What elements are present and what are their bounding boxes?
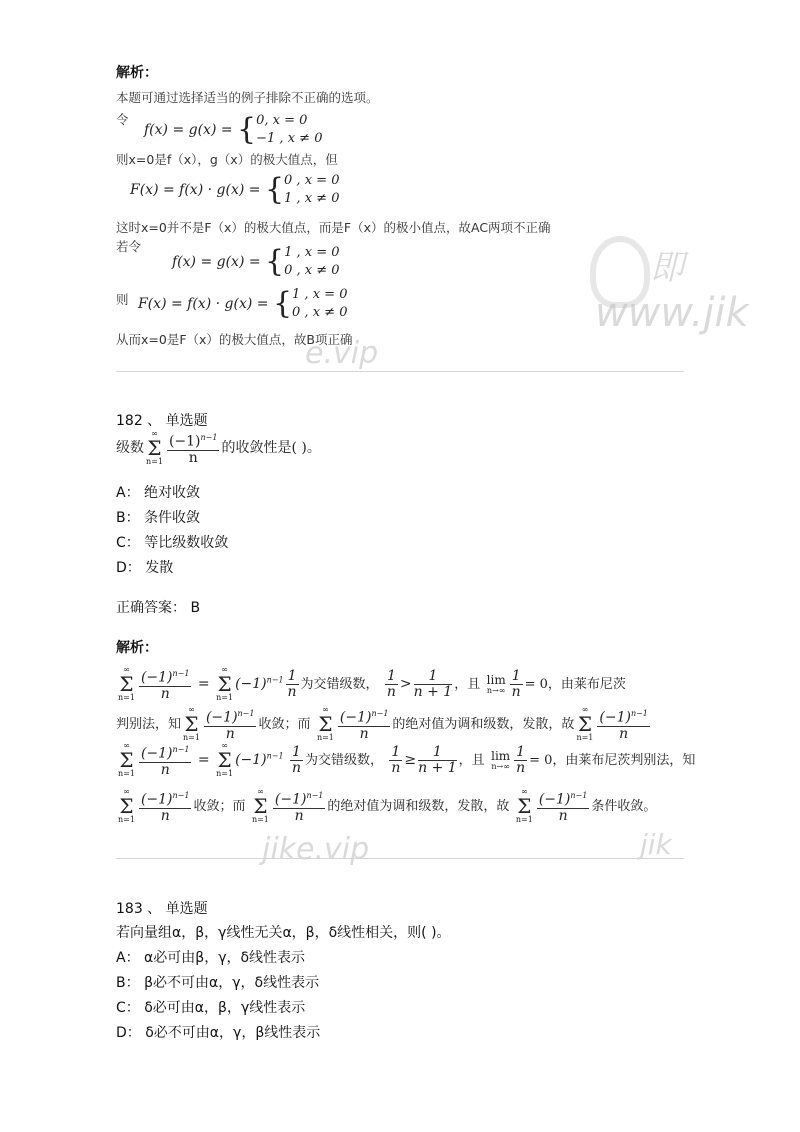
q183-option-a[interactable]: A： α必可由β，γ，δ线性表示 xyxy=(116,950,306,966)
q183-stem: 若向量组α，β，γ线性无关α，β，δ线性相关，则( )。 xyxy=(116,925,451,941)
analysis-intro: 本题可通过选择适当的例子排除不正确的选项。 xyxy=(116,90,379,105)
q182-analysis-line-3: ∞ Σ n=1 $\frac{(-1)^{n-1}}{n}$ = ∞ Σ n=1 $(-1)^{n-1}$ $\frac{1}{n}$ 为交错级数， $\frac{1}{n}$ ≥ $\frac{1}{n + 1}$ ，且 lim n→∞ $\frac{1}{n}$ = 0，由莱布尼茨判别法，知 xyxy=(118,741,696,778)
q182-header: 182 、 单选题 xyxy=(116,413,208,429)
q182-answer: 正确答案： B xyxy=(116,600,201,616)
watermark-url: www.jik xyxy=(595,290,749,336)
divider-2 xyxy=(116,858,684,859)
q182-analysis-line-2: 判别法，知 ∞ Σ n=1 $\frac{(-1)^{n-1}}{n}$ 收敛；而 ∞ Σ n=1 $\frac{(-1)^{n-1}}{n}$ 的绝对值为调和级数，发散，故 ∞ Σ n=1 $\frac{(-1)^{n-1}}{n}$ xyxy=(116,705,648,742)
q182-analysis-label: 解析： xyxy=(116,640,158,656)
watermark-vip: e.vip xyxy=(305,336,379,371)
conclusion-2: 从而x=0是F（x）的极大值点，故B项正确 xyxy=(116,332,353,347)
divider-1 xyxy=(116,371,684,372)
q182-analysis-line-4: ∞ Σ n=1 $\frac{(-1)^{n-1}}{n}$ 收敛；而 ∞ Σ n=1 $\frac{(-1)^{n-1}}{n}$ 的绝对值为调和级数，发散，故 ∞ Σ n=1 $\frac{(-1)^{n-1}}{n}$ 条件收敛。 xyxy=(118,787,657,824)
q183-option-b[interactable]: B： β必不可由α，γ，δ线性表示 xyxy=(116,975,320,991)
q183-header: 183 、 单选题 xyxy=(116,901,208,917)
then-line-1: 则x=0是f（x），g（x）的极大值点，但 xyxy=(116,152,338,167)
analysis-label: 解析： xyxy=(116,65,158,81)
ling-text: 令 xyxy=(116,112,129,127)
watermark-cn: 即 xyxy=(650,248,684,288)
q182-option-b[interactable]: B： 条件收敛 xyxy=(116,510,201,526)
q183-option-d[interactable]: D： δ必不可由α，γ，β线性表示 xyxy=(116,1025,321,1041)
piecewise-F-2: F(x) = f(x) · g(x) = { 1 , x = 0 0 , x ≠ 0 xyxy=(138,286,348,321)
watermark-right-fragment: jik xyxy=(640,828,672,861)
q182-analysis-line-1: ∞ Σ n=1 $\frac{(-1)^{n-1}}{n}$ = ∞ Σ n=1 $(-1)^{n-1}$ $\frac{1}{n}$ 为交错级数， $\frac{1}{n}$ > $\frac{1}{n + 1}$ ，且 lim n→∞ $\frac{1}{n}$ = 0，由莱布尼茨 xyxy=(118,665,626,702)
watermark-vip-2: jike.vip xyxy=(262,832,370,867)
q182-option-d[interactable]: D： 发散 xyxy=(116,560,174,576)
piecewise-fg-2: f(x) = g(x) = { 1 , x = 0 0 , x ≠ 0 xyxy=(172,244,340,279)
conclusion-1: 这时x=0并不是F（x）的极大值点，而是F（x）的极小值点，故AC两项不正确 xyxy=(116,220,551,235)
piecewise-F-1: F(x) = f(x) · g(x) = { 0 , x = 0 1 , x ≠ 0 xyxy=(130,172,340,207)
ze-text: 则 xyxy=(116,292,129,307)
ruo-ling-text: 若令 xyxy=(116,239,142,254)
q182-option-a[interactable]: A： 绝对收敛 xyxy=(116,485,201,501)
piecewise-fg: f(x) = g(x) = { 0, x = 0 −1 , x ≠ 0 xyxy=(144,112,323,147)
q182-option-c[interactable]: C： 等比级数收敛 xyxy=(116,535,229,551)
q182-stem: 级数 ∞ Σ n=1 $\frac{(-1)^{n-1}}{n}$ 的收敛性是( )。 xyxy=(116,429,321,466)
q183-option-c[interactable]: C： δ必可由α，β，γ线性表示 xyxy=(116,1000,306,1016)
